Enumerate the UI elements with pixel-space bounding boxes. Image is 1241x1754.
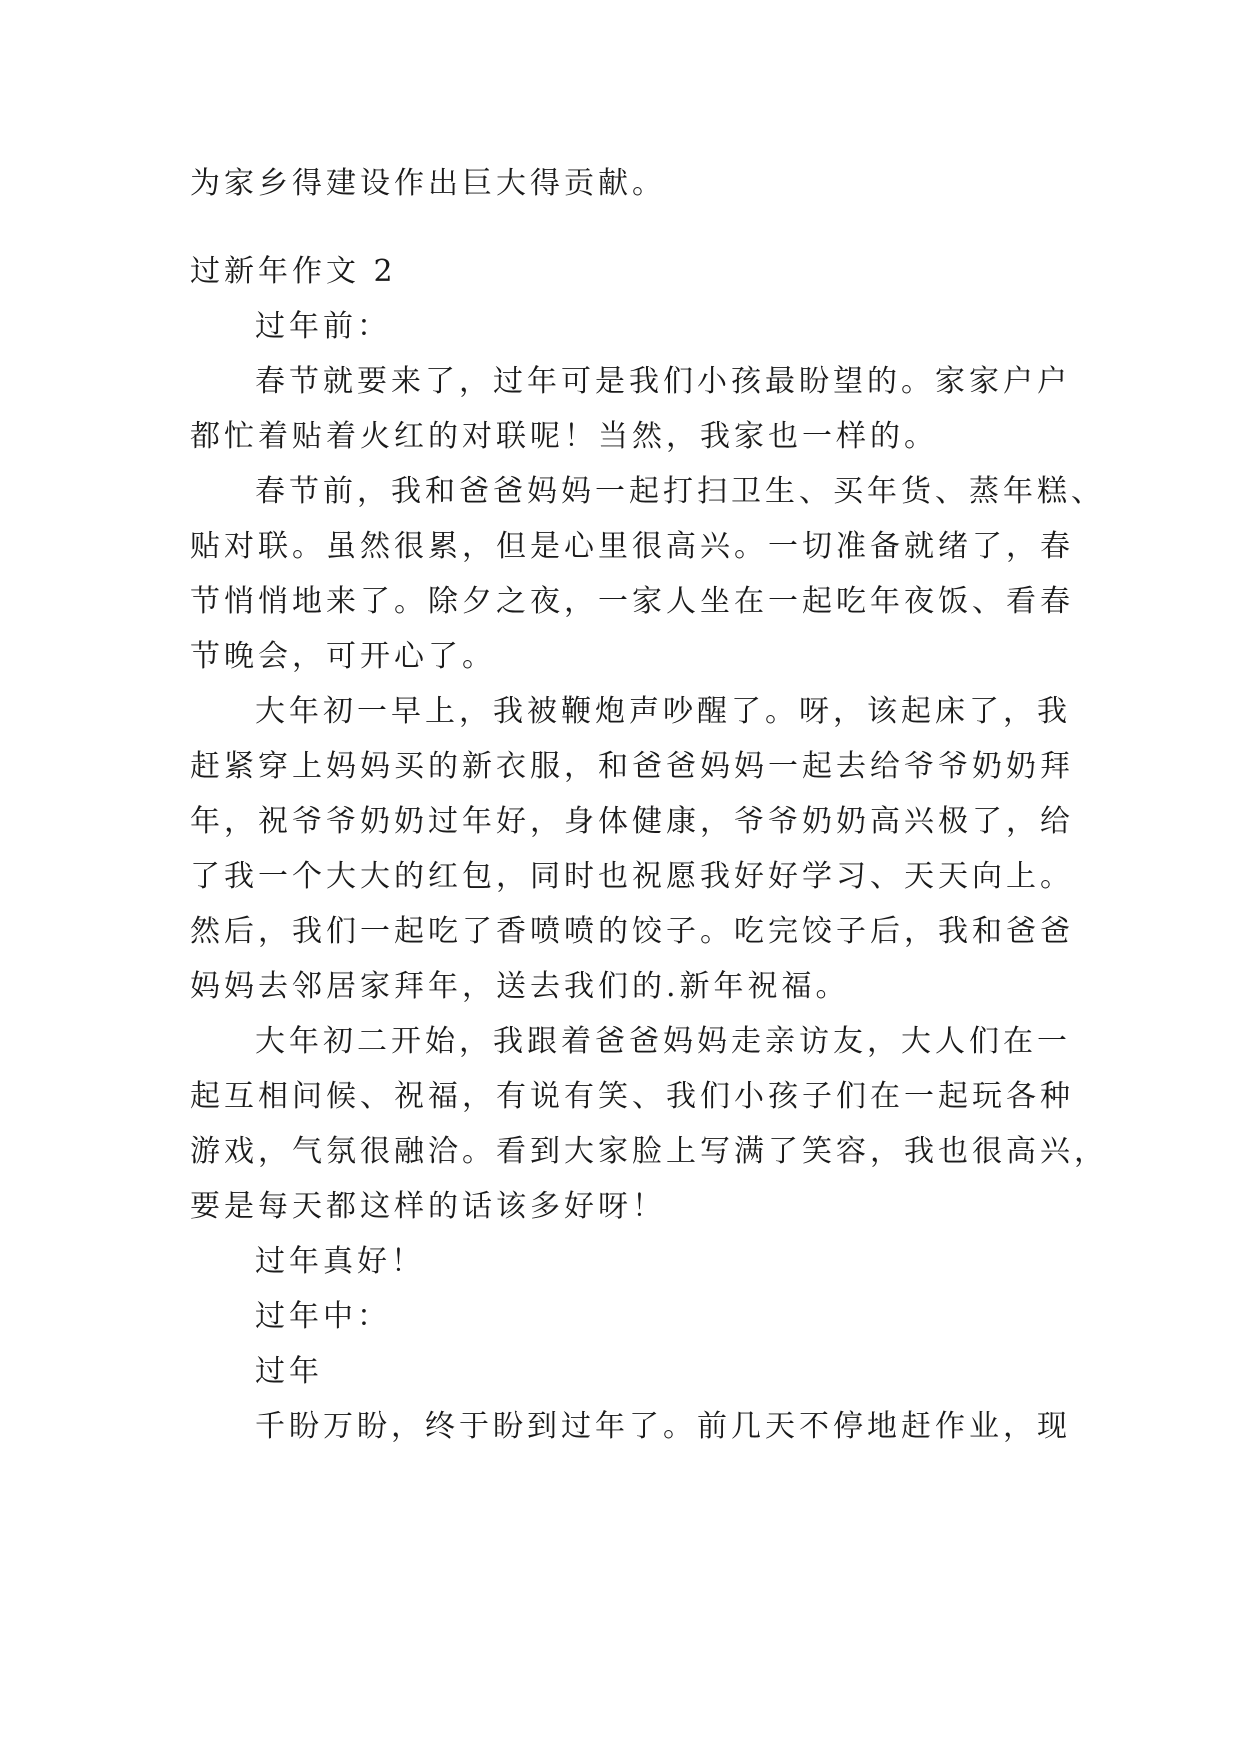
paragraph-line: 赶紧穿上妈妈买的新衣服，和爸爸妈妈一起去给爷爷奶奶拜 — [190, 749, 1074, 784]
paragraph-line: 然后，我们一起吃了香喷喷的饺子。吃完饺子后，我和爸爸 — [190, 914, 1074, 949]
section-title: 过新年作文 2 — [190, 254, 397, 289]
paragraph-line: 节悄悄地来了。除夕之夜，一家人坐在一起吃年夜饭、看春 — [190, 584, 1074, 619]
paragraph-line: 游戏，气氛很融洽。看到大家脸上写满了笑容，我也很高兴， — [190, 1134, 1108, 1169]
paragraph-line: 了我一个大大的红包，同时也祝愿我好好学习、天天向上。 — [190, 859, 1074, 894]
paragraph-line: 过年前： — [255, 309, 391, 344]
paragraph-line: 过年真好！ — [255, 1244, 425, 1279]
paragraph-line: 大年初二开始，我跟着爸爸妈妈走亲访友，大人们在一 — [255, 1024, 1071, 1059]
paragraph-line: 春节就要来了，过年可是我们小孩最盼望的。家家户户 — [255, 364, 1071, 399]
paragraph-line: 节晚会，可开心了。 — [190, 639, 496, 674]
paragraph-line: 千盼万盼，终于盼到过年了。前几天不停地赶作业，现 — [255, 1409, 1071, 1444]
paragraph-line: 为家乡得建设作出巨大得贡献。 — [190, 166, 666, 201]
paragraph-line: 贴对联。虽然很累，但是心里很高兴。一切准备就绪了，春 — [190, 529, 1074, 564]
paragraph-line: 年，祝爷爷奶奶过年好，身体健康，爷爷奶奶高兴极了，给 — [190, 804, 1074, 839]
paragraph-line: 妈妈去邻居家拜年，送去我们的.新年祝福。 — [190, 969, 850, 1004]
paragraph-line: 起互相问候、祝福，有说有笑、我们小孩子们在一起玩各种 — [190, 1079, 1074, 1114]
paragraph-line: 大年初一早上，我被鞭炮声吵醒了。呀，该起床了，我 — [255, 694, 1071, 729]
paragraph-line: 都忙着贴着火红的对联呢！当然，我家也一样的。 — [190, 419, 938, 454]
paragraph-line: 春节前，我和爸爸妈妈一起打扫卫生、买年货、蒸年糕、 — [255, 474, 1105, 509]
paragraph-line: 过年 — [255, 1354, 323, 1389]
paragraph-line: 要是每天都这样的话该多好呀！ — [190, 1189, 666, 1224]
paragraph-line: 过年中： — [255, 1299, 391, 1334]
